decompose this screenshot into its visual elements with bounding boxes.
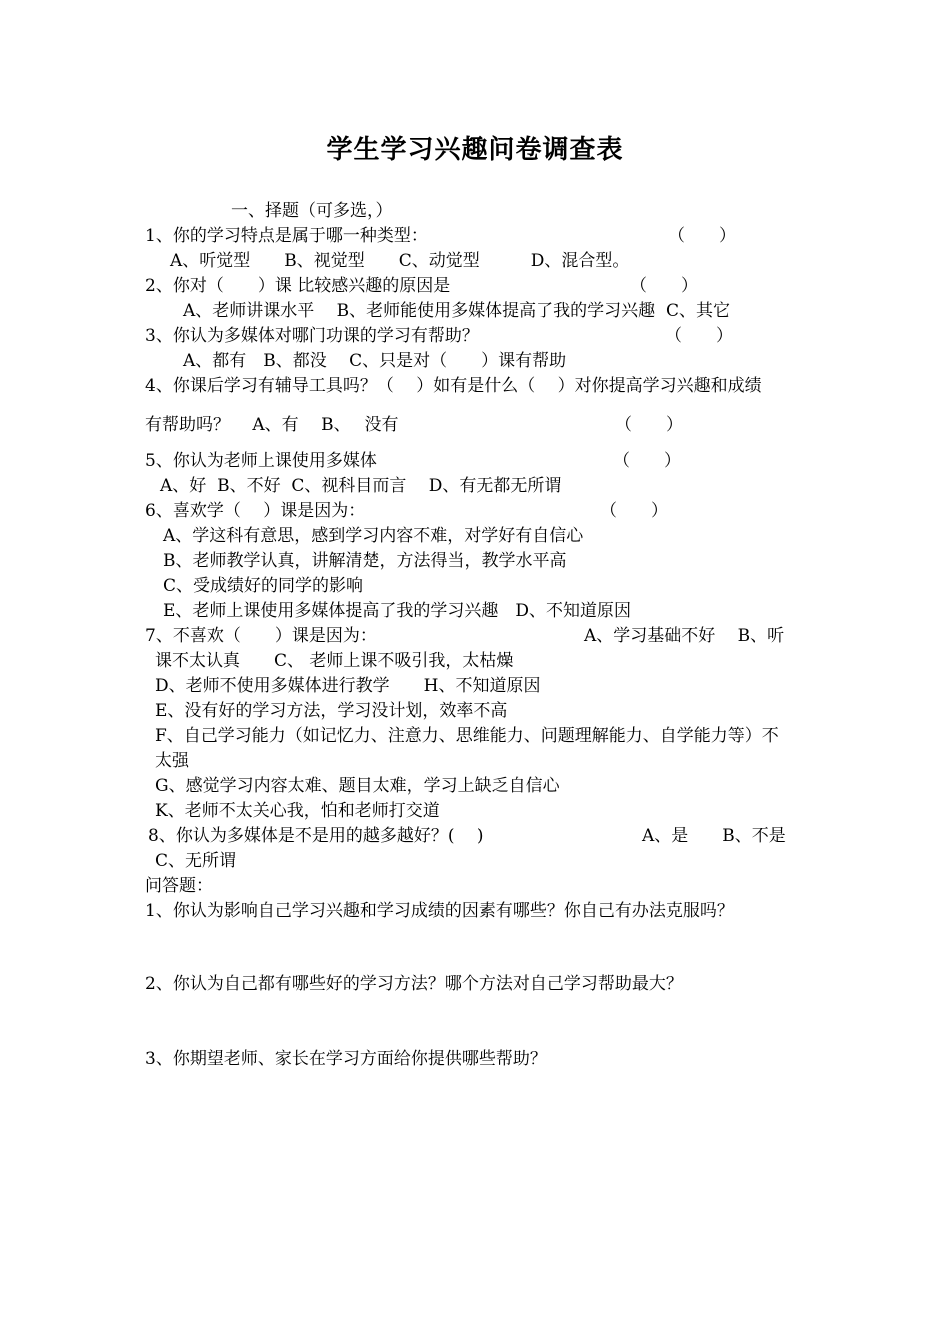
question-7-line-8: K、老师不太关心我，怕和老师打交道 [155,801,440,821]
question-7-line-3: D、老师不使用多媒体进行教学 H、不知道原因 [155,676,541,696]
question-2-answer-blank: （ ） [630,276,698,296]
question-3-answer-blank: （ ） [665,326,733,346]
question-7-options-start: A、学习基础不好 B、听 [584,626,785,646]
question-7-line-7: G、感觉学习内容太难、题目太难，学习上缺乏自信心 [155,776,560,796]
question-6-option-c: C、受成绩好的同学的影响 [163,576,364,596]
question-3: 3、你认为多媒体对哪门功课的学习有帮助？ [145,326,479,346]
question-2-options: A、老师讲课水平 B、老师能使用多媒体提高了我的学习兴趣 C、其它 [183,301,730,321]
question-7-line-4: E、没有好的学习方法，学习没计划，效率不高 [155,701,508,721]
question-7-line-6: 太强 [155,751,189,771]
question-2: 2、你对（ ）课 比较感兴趣的原因是 [145,276,451,296]
question-7-line-5: F、自己学习能力（如记忆力、注意力、思维能力、问题理解能力、自学能力等）不 [155,726,779,746]
question-5-options: A、好 B、不好 C、视科目而言 D、有无都无所谓 [160,476,562,496]
question-3-options: A、都有 B、都没 C、只是对（ ）课有帮助 [183,351,567,371]
question-7: 7、不喜欢（ ）课是因为： [145,626,377,646]
open-question-3: 3、你期望老师、家长在学习方面给你提供哪些帮助？ [145,1049,547,1069]
question-1-answer-blank: （ ） [668,226,736,246]
question-8-options-ab: A、是 B、不是 [642,826,786,846]
question-4-continued: 有帮助吗？ A、有 B、 没有 [145,415,399,435]
question-6: 6、喜欢学（ ）课是因为： [145,501,366,521]
question-5-answer-blank: （ ） [613,451,681,471]
open-question-2: 2、你认为自己都有哪些好的学习方法？哪个方法对自己学习帮助最大？ [145,974,683,994]
question-8-option-c: C、无所谓 [155,851,237,871]
question-6-option-a: A、学这科有意思，感到学习内容不难，对学好有自信心 [163,526,584,546]
question-4: 4、你课后学习有辅导工具吗？（ ）如有是什么（ ）对你提高学习兴趣和成绩 [145,376,762,396]
question-6-answer-blank: （ ） [600,501,668,521]
question-4-answer-blank: （ ） [615,415,683,435]
page-title: 学生学习兴趣问卷调查表 [326,135,624,165]
question-1: 1、你的学习特点是属于哪一种类型： [145,226,428,246]
question-5: 5、你认为老师上课使用多媒体 [145,451,377,471]
question-6-option-e: E、老师上课使用多媒体提高了我的学习兴趣 D、不知道原因 [163,601,632,621]
section-heading-choice: 一、择题（可多选，） [231,201,393,221]
question-1-options: A、听觉型 B、视觉型 C、动觉型 D、混合型。 [170,251,630,271]
section-heading-open: 问答题： [145,876,213,896]
question-8: 8、你认为多媒体是不是用的越多越好？( ) [148,826,484,846]
question-6-option-b: B、老师教学认真，讲解清楚，方法得当，教学水平高 [163,551,567,571]
open-question-1: 1、你认为影响自己学习兴趣和学习成绩的因素有哪些？你自己有办法克服吗？ [145,901,734,921]
question-7-line-2: 课不太认真 C、 老师上课不吸引我，太枯燥 [155,651,514,671]
